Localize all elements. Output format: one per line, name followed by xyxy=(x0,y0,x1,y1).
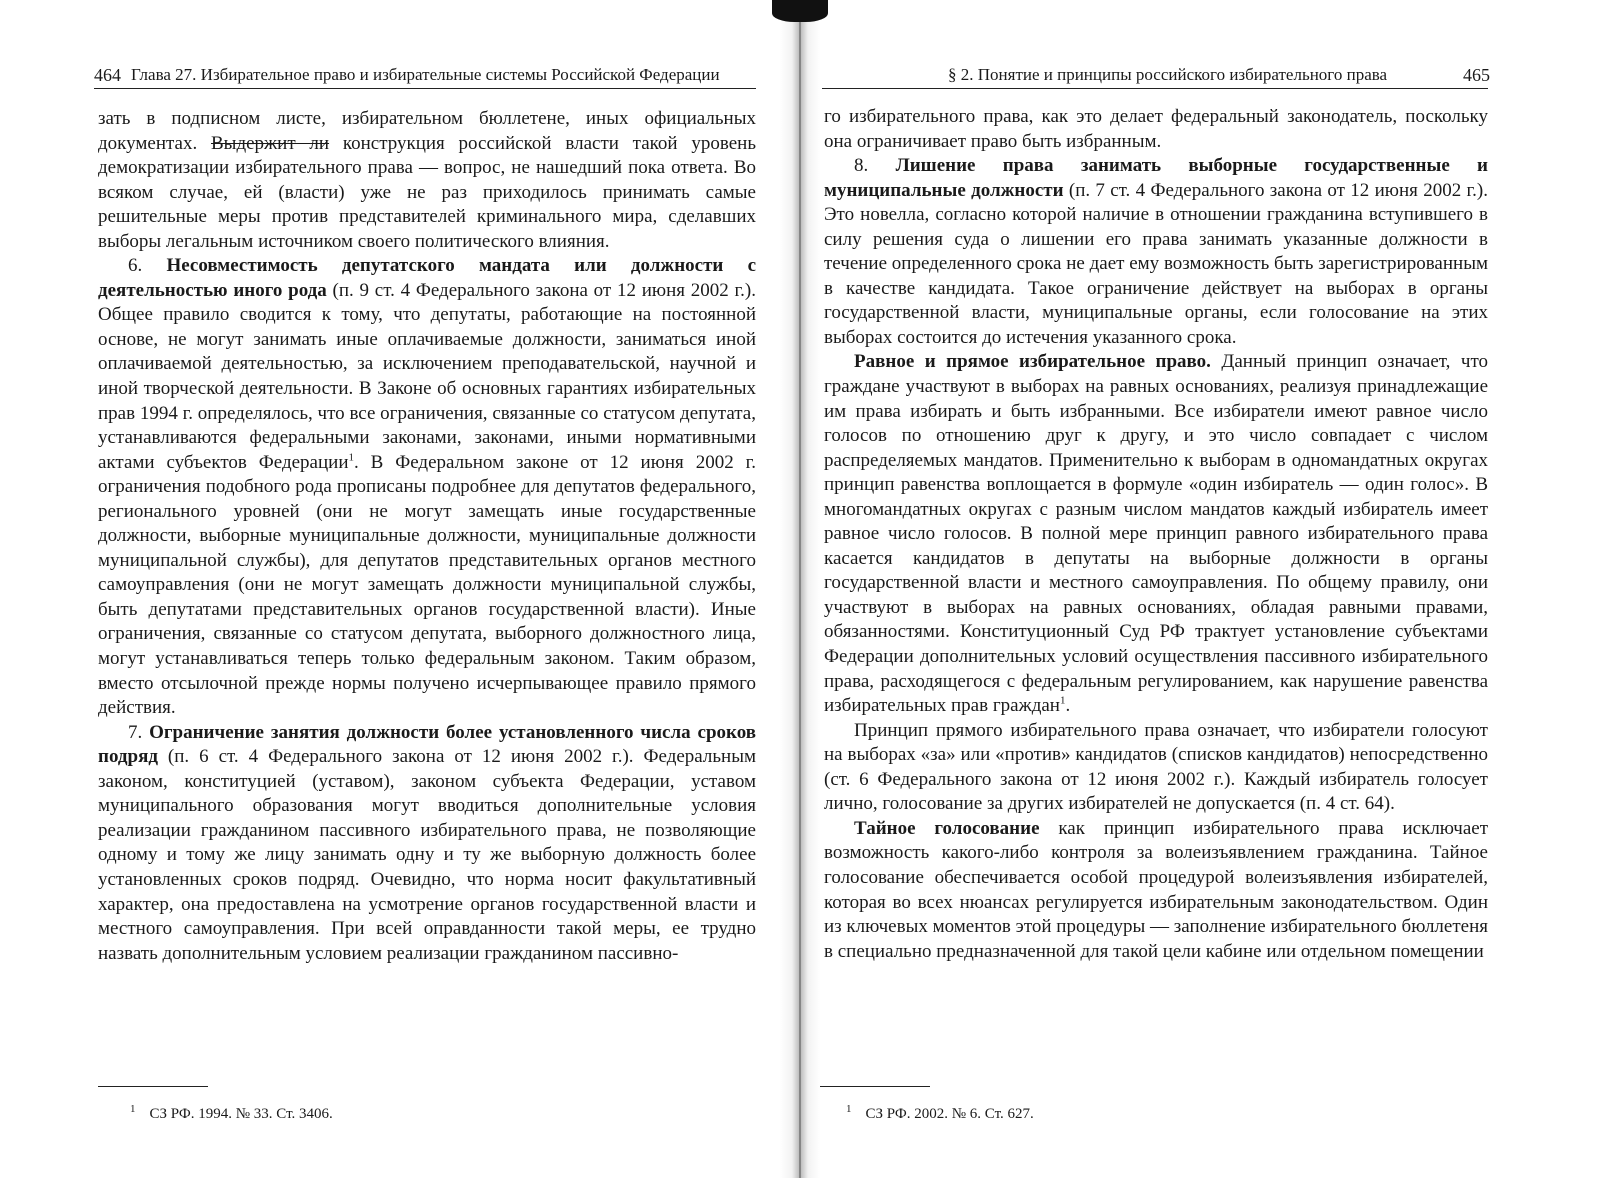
right-page xyxy=(800,0,1600,1178)
text-run: Данный принцип означает, что граждане участвуют в выборах на равных основаниях, реализуя принадлежащие им права избирать и быть избранными. Все избиратели имеют равное число голосов по отношению друг к другу, и это число совпадает с числом распределяемых мандатов. Применительно к выборам в одномандатных округах принцип равенства воплощается в формуле «один избиратель — один голос». В многомандатных округах с разным числом мандатов каждый избиратель имеет равное число голосов. В полной мере принцип равного избирательного права касается кандидатов в депутаты на выборные должности в органы государственной власти и местного самоуправления. По общему правилу, они участвуют в выборах на равных основаниях, обладая равными правами, обязанностями. Конституционный Суд РФ трактует установление субъектами Федерации дополнительных условий осуществления пассивного избирательного права, расходящегося с федеральным регулированием, как нарушение равенства избирательных прав граждан xyxy=(824,351,1489,717)
text-run: зать в подписном листе, избирательном бюллетене, иных официальных документах. xyxy=(98,108,756,154)
footnote-number: 1 xyxy=(130,1103,136,1115)
right-paragraph-2 xyxy=(824,154,1488,350)
left-paragraph-3 xyxy=(98,721,756,966)
text-run: (п. 7 ст. 4 Федерального закона от 12 июня 2002 г.). Это новелла, согласно которой наличие в отношении гражданина вступившего в силу решения суда о лишении его права занимать указанные должности в течение определенного срока не дает ему возможность быть зарегистрированным в качестве кандидата. Такое ограничение действует на выборах в органы государственной власти, муниципальные органы, если голосование на этих выборах состоится до истечения указанного срока. xyxy=(824,179,1488,348)
left-paragraph-1 xyxy=(98,107,756,254)
bold-heading: Ограничение занятия должности более установленного числа сроков подряд xyxy=(98,721,756,768)
bold-heading: Тайное голосование xyxy=(854,817,1040,839)
bold-heading: Равное и прямое избирательное право. xyxy=(854,351,1211,373)
bold-heading: Лишение права занимать выборные государственные и муниципальные должности xyxy=(824,155,1488,201)
footnote-ref: 1 xyxy=(1059,694,1066,707)
right-running-head: § 2. Понятие и принципы российского избирательного права xyxy=(948,65,1388,84)
text-run: (п. 6 ст. 4 Федерального закона от 12 июня 2002 г.). Федеральным законом, конституцией (уставом), законом субъекта Федерации, уставом муниципального образования могут вводиться дополнительные условия реализации гражданином пассивного избирательного права, не позволяющие одному и тому же лицу занимать одну и ту же выборную должность более установленных сроков подряд. Очевидно, что норма носит факультативный характер, она предоставлена на усмотрение органов государственной власти и местного самоуправления. При всей оправданности такой меры, ее трудно назвать дополнительным условием реализации гражданином пассивно- xyxy=(98,746,756,964)
left-running-header xyxy=(94,56,754,86)
item-number: 8. xyxy=(854,155,896,177)
left-page-number: 464 xyxy=(94,65,121,85)
right-paragraph-4: Принцип прямого избирательного права означает, что избиратели голосуют на выборах «за» или «против» кандидатов (списков кандидатов) непосредственно (ст. 6 Федерального закона от 12 июня 2002 г.). Каждый избиратель голосует лично, голосование за других избирателей не допускается (п. 4 ст. 64). xyxy=(824,719,1488,815)
footnote-text: СЗ РФ. 2002. № 6. Ст. 627. xyxy=(865,1106,1034,1122)
left-footnote xyxy=(130,1104,333,1124)
item-number: 7. xyxy=(128,721,150,743)
right-footnote-rule xyxy=(820,1086,930,1087)
right-paragraph-3 xyxy=(824,350,1488,718)
text-run: конструкция российской власти такой уровень демократизации избирательного права — вопрос, не нашедший пока ответа. Во всяком случае, ей (власти) уже не раз приходилось принимать самые решительные меры против представителей криминального мира, сделавших выборы легальным источником своего политического влияния. xyxy=(98,132,756,252)
left-paragraph-2 xyxy=(98,254,756,720)
footnote-ref: 1 xyxy=(348,451,354,464)
item-number: 6. xyxy=(128,255,167,277)
text-run: . В Федеральном законе от 12 июня 2002 г. ограничения подобного рода прописаны подробнее для депутатов федерального, регионального уровней (они не могут замещать иные государственные должности, выборные муниципальные должности, муниципальные должности муниципальной службы), для депутатов представительных органов местного самоуправления (они не могут замещать должности муниципальной службы, быть депутатами представительных органов государственной власти). Иные ограничения, связанные со статусом депутата, выборного должностного лица, могут устанавливаться теперь только федеральным законом. Таким образом, вместо отсылочной прежде нормы получено исчерпывающее правило прямого действия. xyxy=(98,451,756,719)
right-header-rule xyxy=(822,88,1488,89)
right-paragraph-1: го избирательного права, как это делает федеральный законодатель, поскольку она ограничивает право быть избранным. xyxy=(824,106,1488,152)
left-running-head: Глава 27. Избирательное право и избирательные системы Российской Федерации xyxy=(131,65,720,84)
text-run: . xyxy=(1065,695,1071,717)
right-page-number: 465 xyxy=(1463,65,1490,85)
left-footnote-rule xyxy=(98,1086,208,1087)
struck-text: Выдержит ли xyxy=(211,132,330,154)
left-header-rule xyxy=(94,88,756,89)
footnote-text: СЗ РФ. 1994. № 33. Ст. 3406. xyxy=(149,1106,333,1122)
right-running-header xyxy=(830,56,1490,86)
text-run: как принцип избирательного права исключает возможность какого-либо контроля за волеизъявлением гражданина. Тайное голосование обеспечивается особой процедурой волеизъявления избирателей, которая во всех нюансах регулируется избирательным законодательством. Один из ключевых моментов этой процедуры — заполнение избирательного бюллетеня в специально предназначенной для такой цели кабине или отдельном помещении xyxy=(824,817,1488,962)
bold-heading: Несовместимость депутатского мандата или должности с деятельностью иного рода xyxy=(98,255,757,301)
right-paragraph-5 xyxy=(824,817,1488,964)
left-body-text xyxy=(98,107,756,966)
footnote-number: 1 xyxy=(846,1103,852,1115)
text-run: (п. 9 ст. 4 Федерального закона от 12 июня 2002 г.). Общее правило сводится к тому, что депутаты, работающие на постоянной основе, не могут занимать иные оплачиваемые должности, заниматься иной оплачиваемой деятельностью, за исключением преподавательской, научной и иной творческой деятельности. В Законе об основных гарантиях избирательных прав 1994 г. определялось, что все ограничения, связанные со статусом депутата, устанавливаются федеральными законами, законами, иными нормативными актами субъектов Федерации xyxy=(98,279,756,473)
right-body-text xyxy=(824,105,1488,964)
right-footnote xyxy=(846,1104,1034,1124)
